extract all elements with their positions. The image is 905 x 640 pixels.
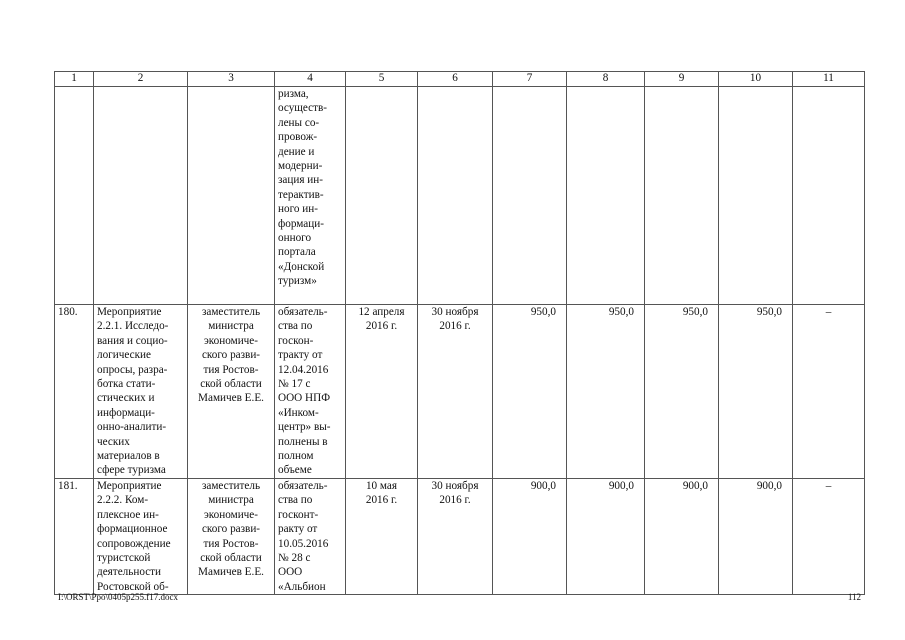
cell-text-line: заместитель [201,306,261,318]
col-header: 9 [645,72,719,87]
cell-text-line: сопровождение [97,537,171,550]
col-header: 4 [275,72,346,87]
cell-text-line: тия Ростов- [203,537,259,550]
cell-text-line: ской области [200,378,262,391]
document-table [54,71,865,595]
cell-text-line: центр» вы- [278,421,331,434]
start-date-cell [346,479,418,595]
cell-text-line: ского разви- [201,349,261,362]
amount-cell: 950,0 [719,305,793,479]
col-header: 5 [346,72,418,87]
activity-cell [94,87,188,305]
cell-text-line: обязатель- [278,480,328,492]
cell-text-line: логические [97,349,151,362]
cell-text-line: 2016 г. [365,320,398,333]
cell-text-line: терактив- [278,188,324,201]
cell-text-line: туристской [97,552,151,565]
table-row [55,87,865,305]
cell-text-line: провож- [278,131,318,144]
cell-text-line: тия Ростов- [203,363,259,376]
amount-cell: 900,0 [493,479,567,595]
amount-cell: 950,0 [645,305,719,479]
cell-text-line: Мамичев Е.Е. [198,566,264,579]
amount-cell: 900,0 [719,479,793,595]
cell-text-line: сфере туризма [97,464,166,477]
cell-text-line: ства по [278,494,313,507]
amount-cell [493,87,567,305]
cell-text-line: портала [278,246,316,259]
responsible-cell [188,87,275,305]
cell-text-line: опросы, разра- [97,363,168,376]
file-path-footer: I:\ORST\Ppo\0405p255.f17.docx [58,592,179,602]
cell-text-line: материалов в [97,450,160,463]
cell-text-line: 30 ноября [431,480,479,492]
table-row [55,479,865,595]
note-cell: – [793,479,865,595]
note-cell: – [793,305,865,479]
start-date-cell [346,87,418,305]
cell-text-line: лены со- [278,116,320,129]
cell-text-line: 10 мая [365,480,398,492]
cell-text-line: дение и [278,145,315,158]
amount-cell [719,87,793,305]
cell-text-line: № 17 с [278,378,311,391]
page-number: 112 [847,592,861,602]
cell-text-line: ского разви- [201,523,261,536]
end-date-cell [418,479,493,595]
cell-text-line: 30 ноября [431,306,479,318]
amount-cell: 950,0 [567,305,645,479]
cell-text-line: «Донской [278,260,325,273]
cell-text-line: 2016 г. [439,320,471,333]
cell-text-line: Мероприятие [97,306,162,318]
start-date-cell [346,305,418,479]
cell-text-line: министра [208,320,254,333]
cell-text-line: 2.2.2. Ком- [97,494,149,507]
cell-text-line: туризм» [278,275,317,288]
cell-text-line: ства по [278,320,313,333]
cell-text-line: ООО НПФ [278,392,331,405]
cell-text-line: заместитель [201,480,261,492]
amount-cell: 950,0 [493,305,567,479]
row-number-cell: 181. [55,479,94,595]
activity-cell [94,305,188,479]
cell-text-line: экономиче- [203,508,258,521]
col-header: 8 [567,72,645,87]
end-date-cell [418,87,493,305]
col-header: 2 [94,72,188,87]
responsible-cell [188,479,275,595]
cell-text-line: стических и [97,392,155,405]
result-cell [275,479,346,595]
cell-text-line: онного [278,232,312,245]
cell-text-line: онно-аналити- [97,421,167,434]
cell-text-line: полнены в [278,435,328,448]
cell-text-line: 2.2.1. Исследо- [97,320,169,333]
cell-text-line: информаци- [97,406,155,419]
cell-text-line: Мероприятие [97,480,162,492]
end-date-cell [418,305,493,479]
cell-text-line: осуществ- [278,102,328,115]
cell-text-line: госконт- [278,508,319,521]
cell-text-line: ской области [200,552,262,565]
cell-text-line: Ростовской об- [97,580,169,593]
col-header: 6 [418,72,493,87]
cell-text-line: полном [278,450,314,463]
cell-text-line: Мамичев Е.Е. [198,392,264,405]
cell-text-line: плексное ин- [97,508,159,521]
cell-text-line: госкон- [278,334,314,347]
result-cell [275,305,346,479]
cell-text-line: вания и социо- [97,334,168,347]
note-cell [793,87,865,305]
responsible-cell [188,305,275,479]
result-cell [275,87,346,305]
amount-cell [567,87,645,305]
cell-text-line: ракту от [278,523,318,536]
cell-text-line: 12 апреля [358,306,405,318]
cell-text-line: тракту от [278,349,323,362]
col-header: 7 [493,72,567,87]
cell-text-line: деятельности [97,566,162,579]
row-number-cell: 180. [55,305,94,479]
cell-text-line: объеме [278,464,312,477]
column-number-row [55,72,865,87]
activity-cell [94,479,188,595]
col-header: 11 [793,72,865,87]
cell-text-line: модерни- [278,160,323,173]
col-header: 10 [719,72,793,87]
cell-text-line: министра [208,494,254,507]
row-number-cell [55,87,94,305]
cell-text-line: формаци- [278,217,324,230]
cell-text-line: № 28 с [278,552,311,565]
cell-text-line: «Альбион [278,580,326,593]
cell-text-line: экономиче- [203,334,258,347]
cell-text-line: обязатель- [278,306,328,318]
amount-cell: 900,0 [645,479,719,595]
cell-text-line: ческих [97,435,130,448]
cell-text-line: формационное [97,523,168,536]
cell-text-line: ного ин- [278,203,318,216]
cell-text-line: зация ин- [278,174,324,187]
col-header: 1 [55,72,94,87]
cell-text-line: ботка стати- [97,378,156,391]
cell-text-line: 2016 г. [365,494,398,507]
cell-text-line: ризма, [278,88,309,100]
cell-text-line: 10.05.2016 [278,537,329,550]
cell-text-line: «Инком- [278,406,319,419]
amount-cell [645,87,719,305]
amount-cell: 900,0 [567,479,645,595]
cell-text-line: ООО [278,566,303,579]
col-header: 3 [188,72,275,87]
cell-text-line: 2016 г. [439,494,471,507]
table-row [55,305,865,479]
cell-text-line: 12.04.2016 [278,363,329,376]
